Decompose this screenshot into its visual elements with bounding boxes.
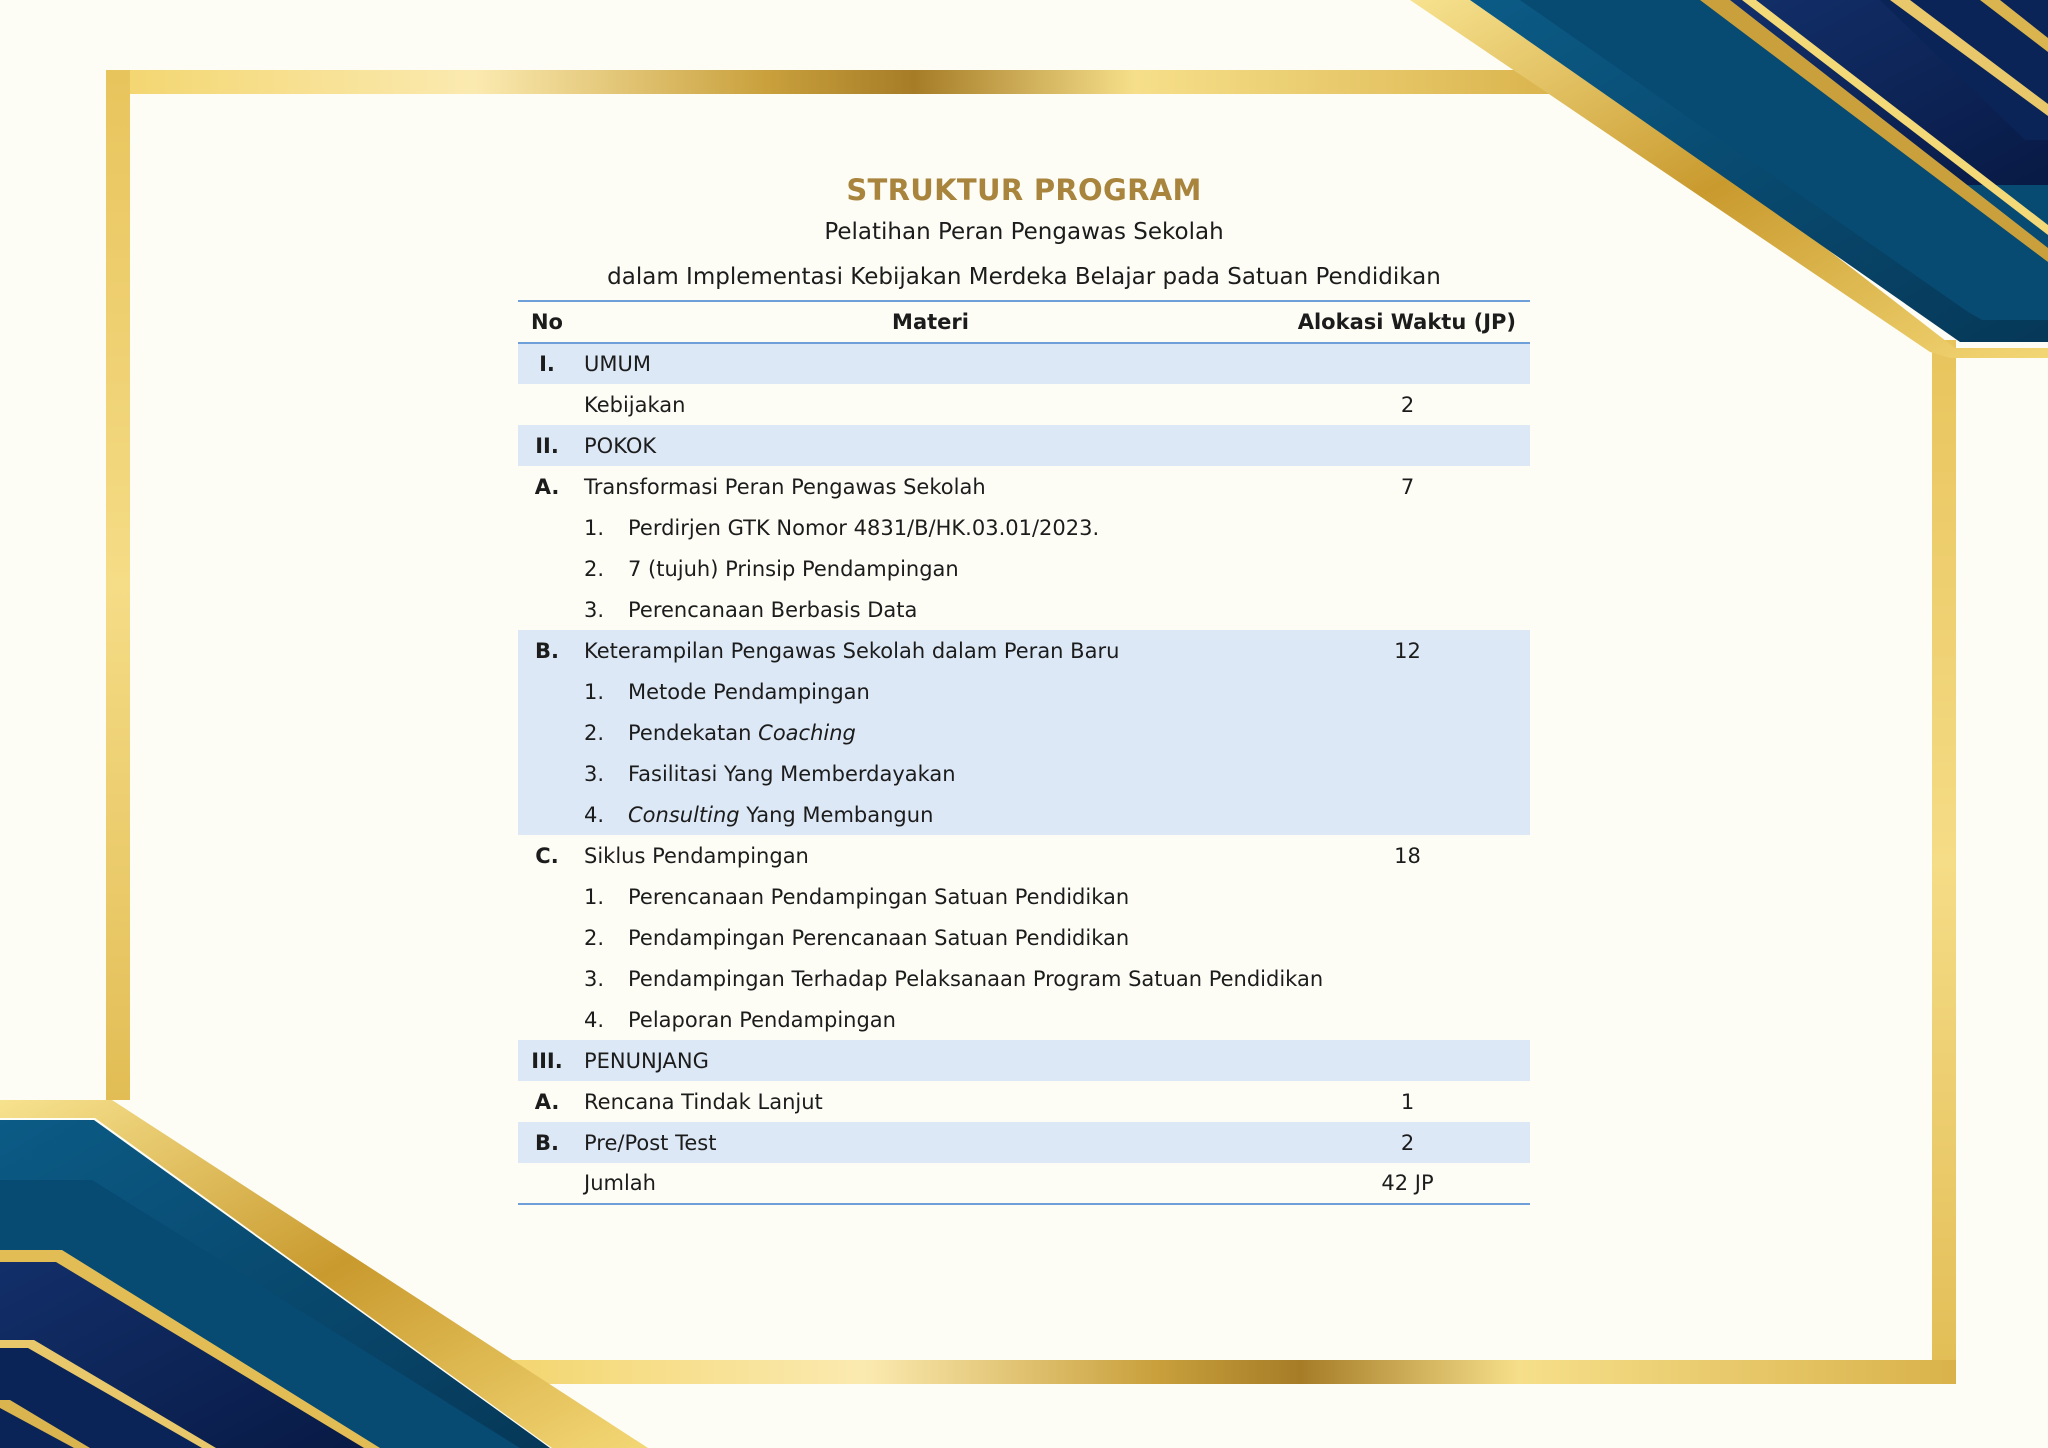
table-row bbox=[518, 917, 1530, 958]
row-number: I. bbox=[518, 343, 576, 384]
row-jp bbox=[1285, 425, 1530, 466]
table-row bbox=[518, 712, 1530, 753]
row-materi bbox=[576, 958, 1324, 999]
sub-item-text: Perencanaan Berbasis Data bbox=[628, 597, 918, 622]
row-number bbox=[518, 384, 576, 425]
row-jp: 2 bbox=[1285, 1122, 1530, 1163]
row-jp: 2 bbox=[1400, 392, 1415, 417]
table-row bbox=[518, 999, 1530, 1040]
total-row bbox=[518, 1163, 1530, 1204]
sub-item-italic-text: Coaching bbox=[758, 720, 856, 745]
total-label: Jumlah bbox=[584, 1171, 656, 1195]
row-materi bbox=[576, 794, 1285, 835]
row-number: II. bbox=[518, 425, 576, 466]
column-header-alokasi: Alokasi Waktu (JP) bbox=[1297, 310, 1516, 334]
row-materi bbox=[576, 589, 1285, 630]
table-row bbox=[518, 630, 1530, 671]
sub-item-text: Metode Pendampingan bbox=[628, 679, 870, 704]
table-row bbox=[518, 507, 1530, 548]
column-header-no: No bbox=[530, 310, 563, 334]
row-number: B. bbox=[518, 1122, 576, 1163]
sub-item-number: 3. bbox=[584, 597, 605, 622]
sub-item-number: 2. bbox=[584, 925, 605, 950]
row-number bbox=[518, 1163, 576, 1204]
sub-item-text: Perencanaan Pendampingan Satuan Pendidikan bbox=[628, 884, 1130, 909]
row-number: B. bbox=[518, 630, 576, 671]
row-materi bbox=[576, 507, 1285, 548]
sub-item-number: 2. bbox=[584, 556, 605, 581]
row-materi bbox=[576, 548, 1285, 589]
sub-item-number: 4. bbox=[584, 802, 605, 827]
sub-item-number: 3. bbox=[584, 966, 605, 991]
row-number: C. bbox=[535, 843, 559, 868]
table-row bbox=[518, 548, 1530, 589]
sub-item-text: Perdirjen GTK Nomor 4831/B/HK.03.01/2023. bbox=[628, 515, 1100, 540]
table-row bbox=[518, 958, 1530, 999]
row-jp: 18 bbox=[1394, 843, 1421, 868]
sub-item-number: 1. bbox=[584, 515, 605, 540]
column-header-materi: Materi bbox=[892, 310, 969, 334]
row-number: III. bbox=[518, 1040, 576, 1081]
table-row bbox=[518, 466, 1530, 507]
section-row-pokok bbox=[518, 425, 1530, 466]
document-subtitle-1: Pelatihan Peran Pengawas Sekolah bbox=[824, 219, 1224, 245]
row-jp: 7 bbox=[1400, 474, 1415, 499]
sub-item-text: Pelaporan Pendampingan bbox=[628, 1007, 896, 1032]
row-jp bbox=[1285, 343, 1530, 384]
section-row-penunjang bbox=[518, 1040, 1530, 1081]
sub-item-number: 2. bbox=[584, 720, 605, 745]
sub-item-text: 7 (tujuh) Prinsip Pendampingan bbox=[628, 556, 959, 581]
table-row bbox=[518, 753, 1530, 794]
row-materi: Pre/Post Test bbox=[576, 1122, 1285, 1163]
sub-item-number: 4. bbox=[584, 1007, 605, 1032]
row-materi: Transformasi Peran Pengawas Sekolah bbox=[584, 474, 986, 499]
row-number: A. bbox=[534, 474, 560, 499]
sub-item-text: Pendekatan bbox=[628, 720, 759, 745]
row-materi: Siklus Pendampingan bbox=[584, 843, 809, 868]
sub-item-text: Pendampingan Perencanaan Satuan Pendidikan bbox=[628, 925, 1130, 950]
table-row bbox=[518, 671, 1530, 712]
row-materi: UMUM bbox=[576, 343, 1285, 384]
row-materi bbox=[576, 876, 1285, 917]
total-jp: 42 JP bbox=[1381, 1171, 1434, 1195]
row-materi bbox=[576, 712, 1285, 753]
sub-item-text: Pendampingan Terhadap Pelaksanaan Program Satuan Pendidikan bbox=[628, 966, 1324, 991]
sub-item-text: Fasilitasi Yang Memberdayakan bbox=[628, 761, 956, 786]
row-jp: 1 bbox=[1400, 1089, 1415, 1114]
sub-item-italic-text: Consulting bbox=[628, 802, 740, 827]
row-materi: Rencana Tindak Lanjut bbox=[584, 1089, 823, 1114]
sub-item-number: 1. bbox=[584, 679, 605, 704]
sub-item-number: 1. bbox=[584, 884, 605, 909]
document-title: STRUKTUR PROGRAM bbox=[846, 173, 1202, 207]
table-row bbox=[518, 1081, 1530, 1122]
row-materi: Keterampilan Pengawas Sekolah dalam Peran Baru bbox=[576, 630, 1285, 671]
row-materi: POKOK bbox=[576, 425, 1285, 466]
sub-item-number: 3. bbox=[584, 761, 605, 786]
row-materi bbox=[576, 999, 1285, 1040]
row-number: A. bbox=[534, 1089, 560, 1114]
row-jp: 12 bbox=[1285, 630, 1530, 671]
row-materi bbox=[576, 917, 1285, 958]
program-structure-table bbox=[518, 300, 1530, 1205]
row-materi bbox=[576, 671, 1285, 712]
table-row bbox=[518, 835, 1530, 876]
table-header-row bbox=[518, 301, 1530, 343]
row-materi bbox=[576, 753, 1285, 794]
sub-item-text: Yang Membangun bbox=[739, 802, 934, 827]
table-row bbox=[518, 1122, 1530, 1163]
table-row bbox=[518, 384, 1530, 425]
row-materi: Kebijakan bbox=[584, 392, 686, 417]
section-row-umum bbox=[518, 343, 1530, 384]
table-row bbox=[518, 876, 1530, 917]
row-jp bbox=[1285, 1040, 1530, 1081]
table-row bbox=[518, 794, 1530, 835]
document-subtitle-2: dalam Implementasi Kebijakan Merdeka Belajar pada Satuan Pendidikan bbox=[607, 264, 1441, 290]
program-structure-document bbox=[518, 170, 1530, 1205]
table-row bbox=[518, 589, 1530, 630]
row-materi: PENUNJANG bbox=[576, 1040, 1285, 1081]
